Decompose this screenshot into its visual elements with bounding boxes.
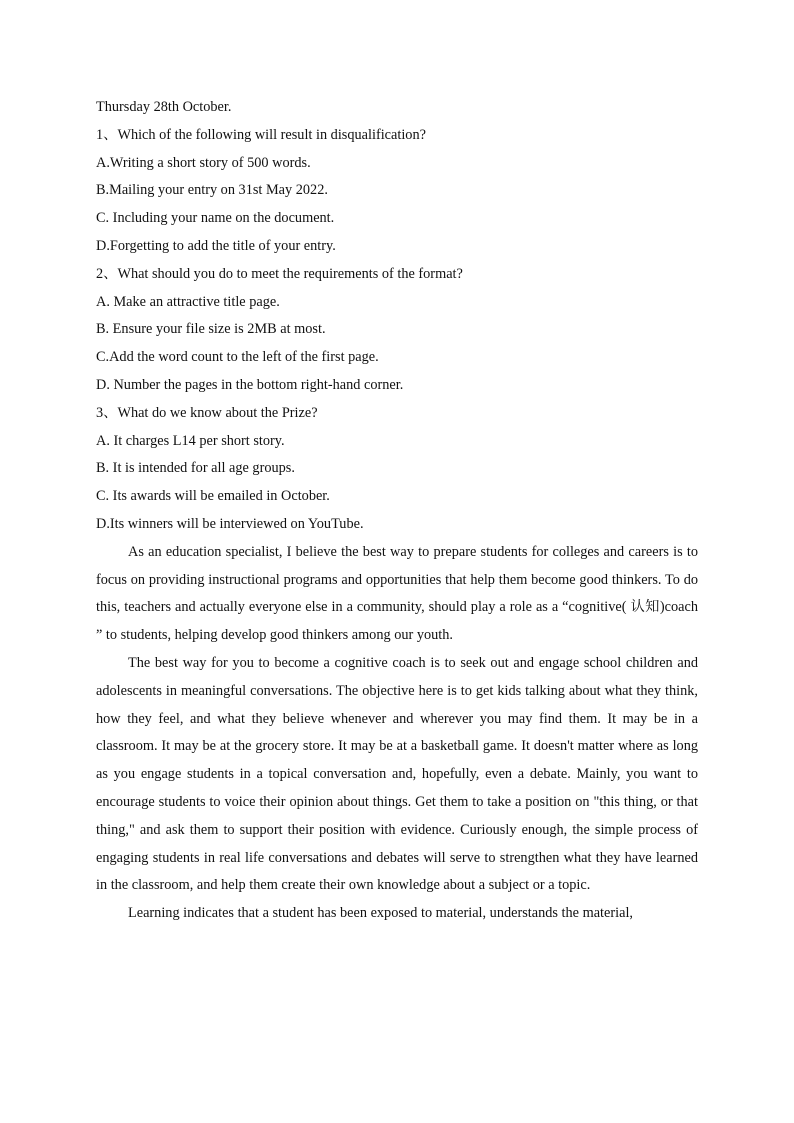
question-3-option-d: D.Its winners will be interviewed on YouTube. (96, 515, 364, 532)
question-3-option-c: C. Its awards will be emailed in October. (96, 488, 330, 505)
question-2-option-d: D. Number the pages in the bottom right-hand corner. (96, 376, 404, 393)
page-content (96, 94, 698, 928)
question-2-option-b: B. Ensure your file size is 2MB at most. (96, 321, 326, 338)
question-3-option-a: A. It charges L14 per short story. (96, 432, 285, 449)
question-2-stem: 2、What should you do to meet the requirements of the format? (96, 265, 463, 282)
question-3-stem: 3、What do we know about the Prize? (96, 404, 318, 421)
question-1-option-c: C. Including your name on the document. (96, 210, 335, 227)
passage-paragraph-2: The best way for you to become a cognitive coach is to seek out and engage school children and adolescents in meaningful conversations. The objective here is to get kids talking about what they think, how they feel, and what they believe whenever and wherever you may find them. It may be in a classroom. It may be at the grocery store. It may be at a basketball game. It doesn't matter where as long as you engage students in a topical conversation and, hopefully, even a debate. Mainly, you want to encourage students to voice their opinion about things. Get them to take a position on "this thing, or that thing," and ask them to support their position with evidence. Curiously enough, the simple process of engaging students in real life conversations and debates will serve to strengthen what they have learned in the classroom, and help them create their own knowledge about a subject or a topic. (96, 654, 698, 894)
question-2-option-a: A. Make an attractive title page. (96, 293, 280, 310)
question-2-option-c: C.Add the word count to the left of the first page. (96, 349, 379, 366)
question-1-option-d: D.Forgetting to add the title of your entry. (96, 237, 336, 254)
question-1-stem: 1、Which of the following will result in disqualification? (96, 126, 426, 143)
passage-paragraph-1: As an education specialist, I believe the best way to prepare students for colleges and careers is to focus on providing instructional programs and opportunities that help them become good thinkers. To do this, teachers and actually everyone else in a community, should play a role as a “cognitive( 认知)coach ” to students, helping develop good thinkers among our youth. (96, 543, 698, 644)
question-1-option-a: A.Writing a short story of 500 words. (96, 154, 311, 171)
date-line: Thursday 28th October. (96, 99, 232, 115)
passage-paragraph-3: Learning indicates that a student has been exposed to material, understands the material, (128, 905, 633, 922)
question-3-option-b: B. It is intended for all age groups. (96, 460, 295, 477)
question-1-option-b: B.Mailing your entry on 31st May 2022. (96, 182, 328, 199)
